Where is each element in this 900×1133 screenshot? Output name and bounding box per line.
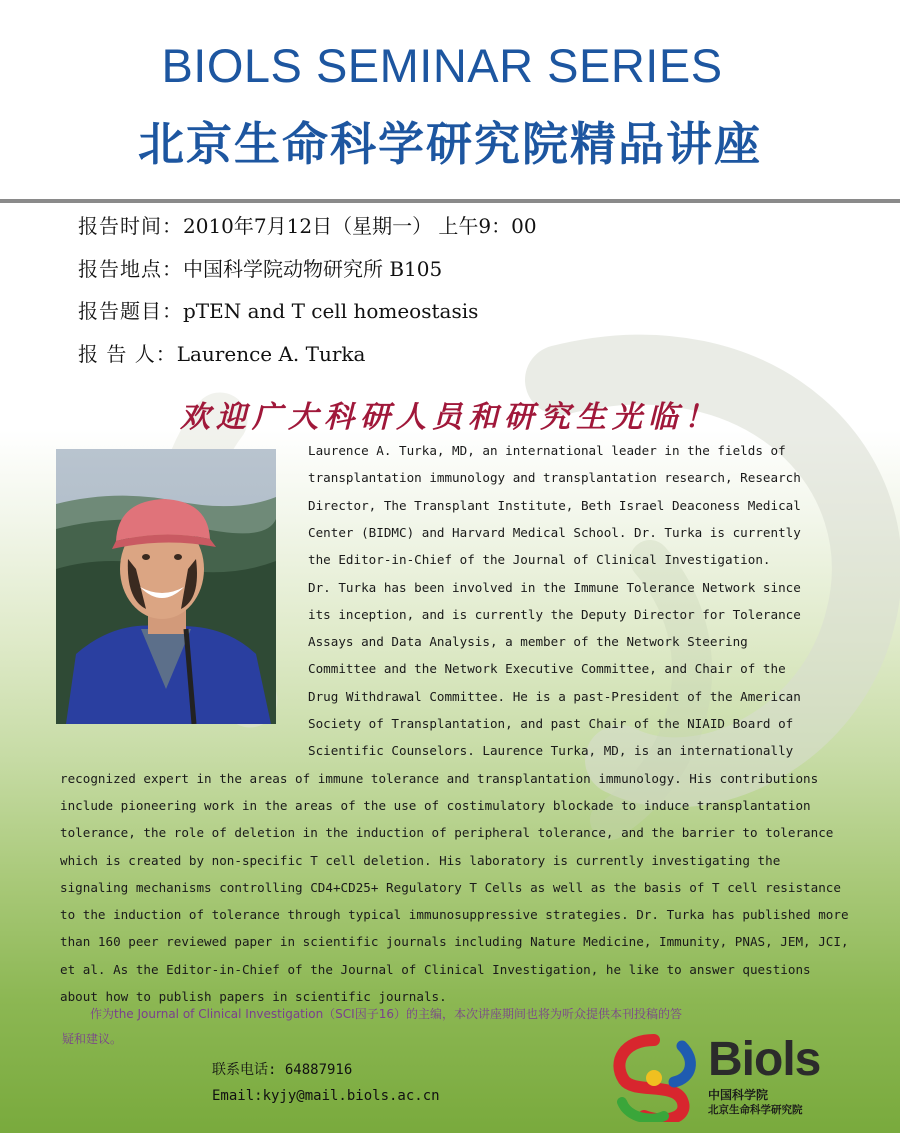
info-speaker	[78, 338, 365, 367]
bio-line: the Editor-in-Chief of the Journal of Clinical Investigation.	[308, 552, 771, 567]
bio-line: transplantation immunology and transplantation research, Research	[308, 470, 801, 485]
header	[0, 0, 900, 200]
contact-phone: 联系电话: 64887916	[212, 1062, 353, 1078]
bio-line: Drug Withdrawal Committee. He is a past-President of the American	[308, 689, 801, 704]
biols-logo-icon	[604, 1032, 704, 1122]
logo-subtitle-2: 北京生命科学研究院	[708, 1104, 803, 1116]
bio-line: than 160 peer reviewed paper in scientific journals including Nature Medicine, Immunity, PNAS, JEM, JCI,	[60, 934, 849, 949]
bio-line: include pioneering work in the areas of the use of costimulatory blockade to induce transplantation	[60, 798, 811, 813]
time-label: 报告时间：	[78, 214, 183, 238]
speaker-value: Laurence A. Turka	[176, 342, 366, 366]
speaker-photo	[56, 449, 276, 724]
place-label: 报告地点：	[78, 257, 183, 281]
bio-line: to the induction of tolerance through typical immunosuppressive strategies. Dr. Turka has published more	[60, 907, 849, 922]
bio-line: Dr. Turka has been involved in the Immune Tolerance Network since	[308, 580, 801, 595]
info-topic	[78, 295, 478, 324]
info-time	[78, 210, 537, 239]
place-value: 中国科学院动物研究所 B105	[183, 257, 443, 281]
welcome-banner: 欢迎广大科研人员和研究生光临！	[180, 400, 720, 435]
bio-line: Committee and the Network Executive Committee, and Chair of the	[308, 661, 786, 676]
title-english: BIOLS SEMINAR SERIES	[161, 39, 723, 92]
bio-line: Center (BIDMC) and Harvard Medical School. Dr. Turka is currently	[308, 525, 801, 540]
title-chinese: 北京生命科学研究院精品讲座	[138, 117, 762, 171]
chinese-note-line-2: 疑和建议。	[62, 1032, 123, 1046]
bio-line: et al. As the Editor-in-Chief of the Journal of Clinical Investigation, he like to answer questions	[60, 962, 811, 977]
header-divider	[0, 199, 900, 203]
info-place	[78, 253, 442, 282]
bio-line: recognized expert in the areas of immune tolerance and transplantation immunology. His contributions	[60, 771, 819, 786]
chinese-note-line-1: 作为the Journal of Clinical Investigation（SCI因子16）的主编，本次讲座期间也将为听众提供本刊投稿的答	[90, 1007, 682, 1021]
bio-line: Laurence A. Turka, MD, an international leader in the fields of	[308, 443, 786, 458]
bio-line: about how to publish papers in scientific journals.	[60, 989, 447, 1004]
bio-line: which is created by non-specific T cell deletion. His laboratory is currently investigating the	[60, 853, 781, 868]
logo-subtitle-1: 中国科学院	[708, 1088, 769, 1102]
bio-line: signaling mechanisms controlling CD4+CD25+ Regulatory T Cells as well as the basis of T cell resistance	[60, 880, 841, 895]
speaker-label: 报 告 人：	[78, 342, 177, 366]
bio-line: Society of Transplantation, and past Chair of the NIAID Board of	[308, 716, 794, 731]
bio-line: Scientific Counselors. Laurence Turka, MD, is an internationally	[308, 743, 794, 758]
bio-line: its inception, and is currently the Deputy Director for Tolerance	[308, 607, 801, 622]
bio-line: tolerance, the role of deletion in the induction of peripheral tolerance, and the barrier to tolerance	[60, 825, 834, 840]
topic-label: 报告题目：	[78, 299, 183, 323]
topic-value: pTEN and T cell homeostasis	[183, 299, 479, 323]
bio-line: Director, The Transplant Institute, Beth Israel Deaconess Medical	[308, 498, 801, 513]
bio-line: Assays and Data Analysis, a member of the Network Steering	[308, 634, 748, 649]
contact-email: Email:kyjy@mail.biols.ac.cn	[212, 1088, 440, 1104]
logo-wordmark: Biols	[708, 1033, 821, 1086]
biols-logo	[604, 1032, 844, 1122]
time-value: 2010年7月12日（星期一） 上午9：00	[183, 214, 537, 238]
